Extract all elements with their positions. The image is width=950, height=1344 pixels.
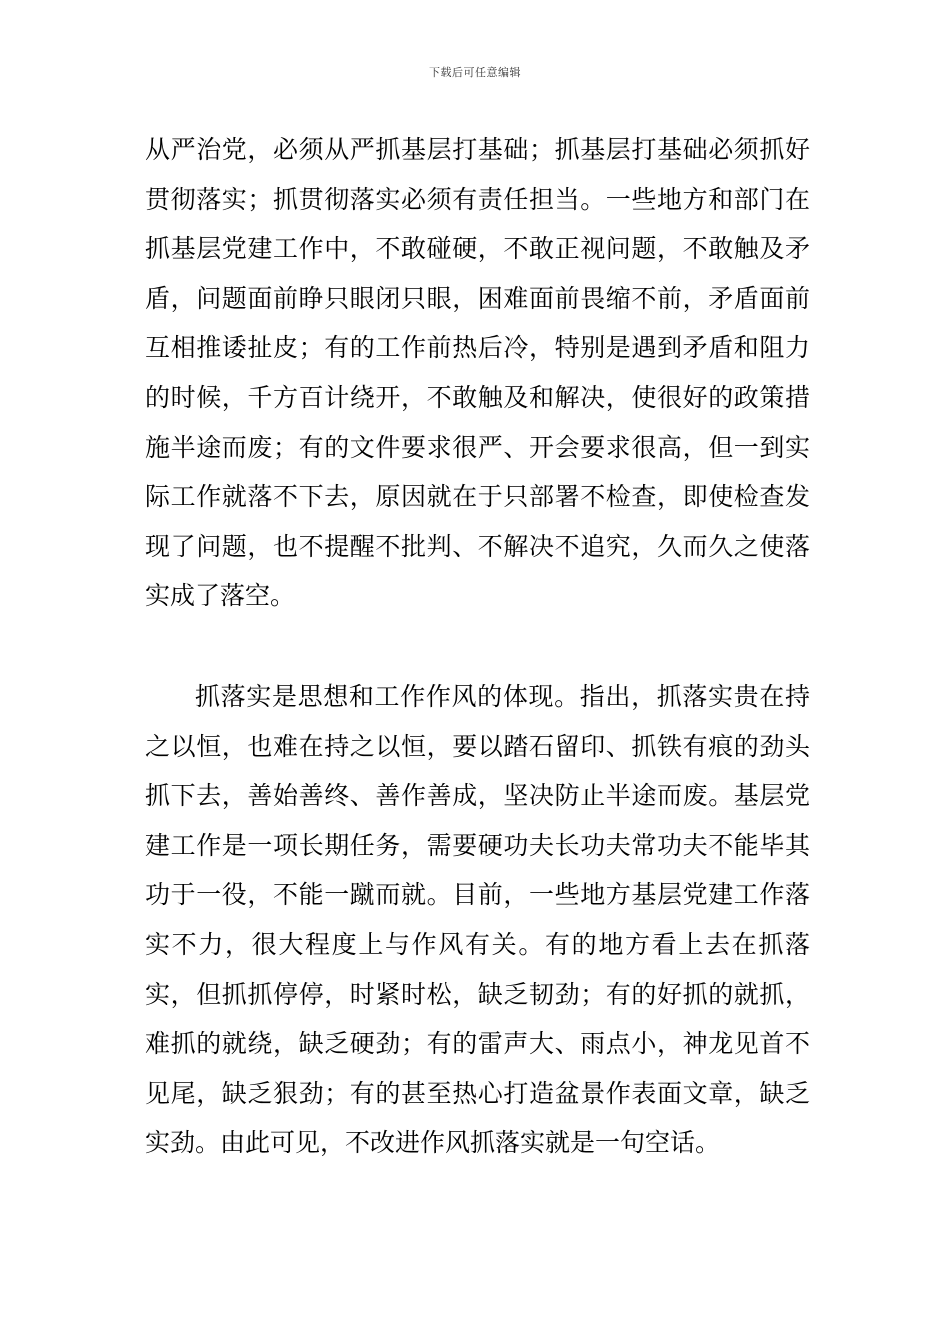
paragraph-1: 从严治党，必须从严抓基层打基础；抓基层打基础必须抓好贯彻落实；抓贯彻落实必须有责任担当。一些地方和部门在抓基层党建工作中，不敢碰硬，不敢正视问题，不敢触及矛盾，问题面前睁只眼闭只眼，困难面前畏缩不前，矛盾面前互相推诿扯皮；有的工作前热后冷，特别是遇到矛盾和阻力的时候，千方百计绕开，不敢触及和解决，使很好的政策措施半途而废；有的文件要求很严、开会要求很高，但一到实际工作就落不下去，原因就在于只部署不检查，即使检查发现了问题，也不提醒不批判、不解决不追究，久而久之使落实成了落空。	[145, 135, 810, 611]
page-header: 下载后可任意编辑	[429, 66, 521, 79]
paragraph-2: 抓落实是思想和工作作风的体现。指出，抓落实贵在持之以恒，也难在持之以恒，要以踏石留印、抓铁有痕的劲头抓下去，善始善终、善作善成，坚决防止半途而废。基层党建工作是一项长期任务，需要硬功夫长功夫常功夫不能毕其功于一役，不能一蹴而就。目前，一些地方基层党建工作落实不力，很大程度上与作风有关。有的地方看上去在抓落实，但抓抓停停，时紧时松，缺乏韧劲；有的好抓的就抓，难抓的就绕，缺乏硬劲；有的雷声大、雨点小，神龙见首不见尾，缺乏狠劲；有的甚至热心打造盆景作表面文章，缺乏实劲。由此可见，不改进作风抓落实就是一句空话。	[145, 682, 810, 1158]
